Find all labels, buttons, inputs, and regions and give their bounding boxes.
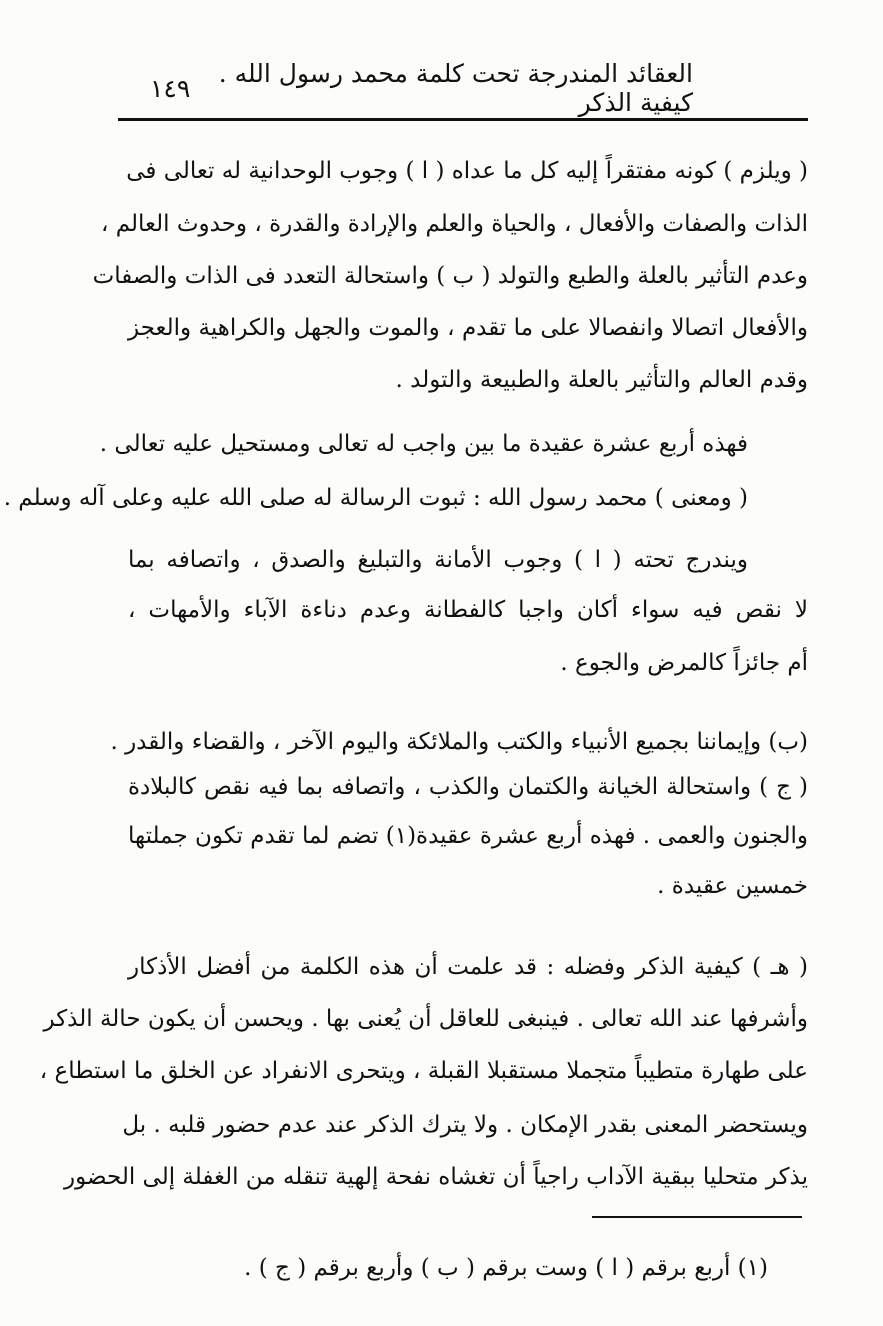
text-line: ( ج ) واستحالة الخيانة والكتمان والكذب ، واتصافه بما فيه نقص كالبلادة	[128, 774, 808, 800]
page-number: ١٤٩	[150, 73, 191, 103]
text-line: خمسين عقيدة .	[657, 873, 808, 899]
text-line: ( هـ ) كيفية الذكر وفضله : قد علمت أن هذه الكلمة من أفضل الأذكار	[128, 954, 808, 980]
text-line: لا نقص فيه سواء أكان واجبا كالفطانة وعدم دناءة الآباء والأمهات ،	[128, 597, 808, 623]
header-title: العقائد المندرجة تحت كلمة محمد رسول الله . كيفية الذكر	[218, 59, 693, 117]
text-line: ( ومعنى ) محمد رسول الله : ثبوت الرسالة له صلى الله عليه وعلى آله وسلم .	[3, 485, 748, 511]
text-line: وأشرفها عند الله تعالى . فينبغى للعاقل أن يُعنى بها . ويحسن أن يكون حالة الذكر	[43, 1006, 808, 1032]
text-line: وقدم العالم والتأثير بالعلة والطبيعة والتولد .	[395, 367, 808, 393]
text-line: ويندرج تحته ( ا ) وجوب الأمانة والتبليغ والصدق ، واتصافه بما	[128, 547, 748, 573]
text-line: (ب) وإيماننا بجميع الأنبياء والكتب والملائكة واليوم الآخر ، والقضاء والقدر .	[110, 729, 808, 755]
text-line: والأفعال اتصالا وانفصالا على ما تقدم ، والموت والجهل والكراهية والعجز	[128, 315, 808, 341]
running-header	[150, 59, 693, 117]
text-line: الذات والصفات والأفعال ، والحياة والعلم والإرادة والقدرة ، وحدوث العالم ،	[101, 211, 808, 237]
text-line: فهذه أربع عشرة عقيدة ما بين واجب له تعالى ومستحيل عليه تعالى .	[99, 431, 748, 457]
footnote: (١) أربع برقم ( ا ) وست برقم ( ب ) وأربع برقم ( ج ) .	[244, 1255, 768, 1281]
text-line: أم جائزاً كالمرض والجوع .	[560, 650, 808, 676]
text-line: ( ويلزم ) كونه مفتقراً إليه كل ما عداه ( ا ) وجوب الوحدانية له تعالى فى	[126, 158, 808, 184]
text-line: والجنون والعمى . فهذه أربع عشرة عقيدة(١) تضم لما تقدم تكون جملتها	[128, 823, 808, 849]
header-rule	[118, 118, 808, 121]
text-line: ويستحضر المعنى بقدر الإمكان . ولا يترك الذكر عند عدم حضور قلبه . بل	[122, 1112, 808, 1138]
text-line: وعدم التأثير بالعلة والطبع والتولد ( ب ) واستحالة التعدد فى الذات والصفات	[92, 263, 808, 289]
text-line: يذكر متحليا ببقية الآداب راجياً أن تغشاه نفحة إلهية تنقله من الغفلة إلى الحضور	[64, 1164, 808, 1190]
text-line: على طهارة متطيباً متجملا مستقبلا القبلة ، ويتحرى الانفراد عن الخلق ما استطاع ،	[39, 1058, 808, 1084]
footnote-rule	[592, 1216, 802, 1218]
